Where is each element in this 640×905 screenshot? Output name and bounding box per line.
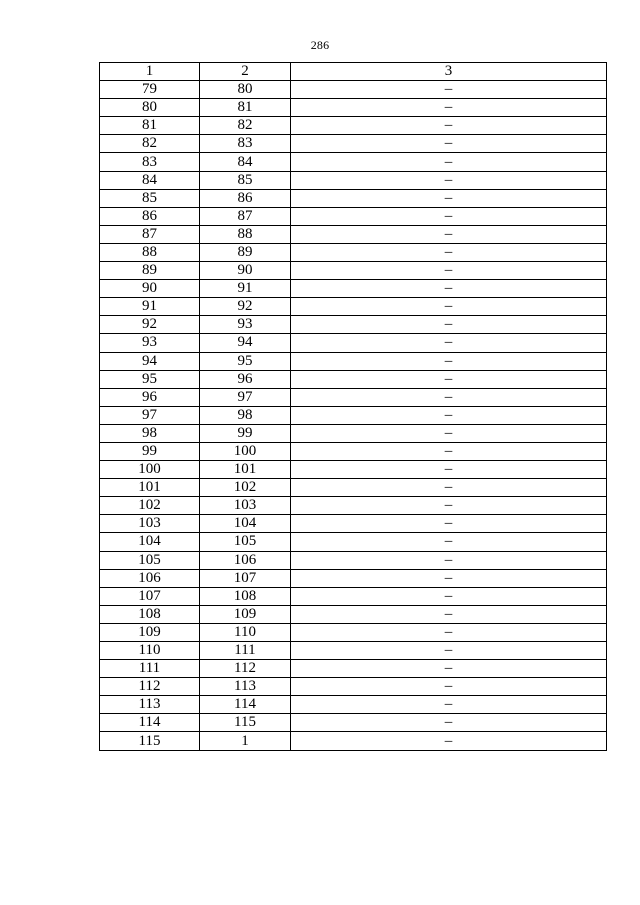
table-cell-col-3: –: [291, 406, 607, 424]
table-cell-col-1: 85: [100, 189, 200, 207]
table-row: [100, 714, 607, 732]
table-cell-col-2: 81: [200, 99, 291, 117]
table-cell-col-1: 110: [100, 642, 200, 660]
column-header-2: 2: [200, 63, 291, 81]
table-cell-col-2: 92: [200, 298, 291, 316]
table-cell-col-2: 111: [200, 642, 291, 660]
table-row: [100, 316, 607, 334]
table-cell-col-3: –: [291, 605, 607, 623]
table-cell-col-1: 104: [100, 533, 200, 551]
table-row: [100, 442, 607, 460]
table-cell-col-1: 86: [100, 207, 200, 225]
table-cell-col-2: 83: [200, 135, 291, 153]
table-row: [100, 81, 607, 99]
table-cell-col-3: –: [291, 714, 607, 732]
table-cell-col-1: 83: [100, 153, 200, 171]
table-row: [100, 461, 607, 479]
table-cell-col-3: –: [291, 225, 607, 243]
table-cell-col-1: 113: [100, 696, 200, 714]
table-cell-col-3: –: [291, 243, 607, 261]
page-number: 286: [310, 38, 330, 52]
table-body: [100, 81, 607, 750]
table-cell-col-1: 96: [100, 388, 200, 406]
table-cell-col-1: 105: [100, 551, 200, 569]
table-cell-col-3: –: [291, 696, 607, 714]
table-cell-col-2: 91: [200, 280, 291, 298]
table-cell-col-3: –: [291, 461, 607, 479]
table-row: [100, 497, 607, 515]
table-cell-col-2: 84: [200, 153, 291, 171]
table-row: [100, 569, 607, 587]
table-row: [100, 280, 607, 298]
table-cell-col-1: 101: [100, 479, 200, 497]
table-cell-col-3: –: [291, 99, 607, 117]
table-cell-col-1: 88: [100, 243, 200, 261]
table-row: [100, 515, 607, 533]
table-header: [100, 63, 607, 81]
table-cell-col-3: –: [291, 515, 607, 533]
table-cell-col-3: –: [291, 334, 607, 352]
table-row: [100, 587, 607, 605]
column-header-3: 3: [291, 63, 607, 81]
table-cell-col-3: –: [291, 370, 607, 388]
table-cell-col-2: 107: [200, 569, 291, 587]
table-cell-col-1: 115: [100, 732, 200, 750]
table-row: [100, 732, 607, 750]
table-row: [100, 189, 607, 207]
table-row: [100, 117, 607, 135]
table-cell-col-1: 112: [100, 678, 200, 696]
table-cell-col-1: 94: [100, 352, 200, 370]
table-cell-col-3: –: [291, 171, 607, 189]
table-row: [100, 262, 607, 280]
table-cell-col-2: 85: [200, 171, 291, 189]
table-cell-col-1: 95: [100, 370, 200, 388]
table-cell-col-2: 96: [200, 370, 291, 388]
table-cell-col-1: 93: [100, 334, 200, 352]
table-cell-col-3: –: [291, 732, 607, 750]
table-cell-col-2: 82: [200, 117, 291, 135]
table-cell-col-1: 79: [100, 81, 200, 99]
table-cell-col-2: 87: [200, 207, 291, 225]
table-cell-col-1: 90: [100, 280, 200, 298]
table-row: [100, 298, 607, 316]
table-cell-col-1: 80: [100, 99, 200, 117]
table-cell-col-2: 95: [200, 352, 291, 370]
table-cell-col-1: 81: [100, 117, 200, 135]
table-cell-col-3: –: [291, 81, 607, 99]
table-row: [100, 605, 607, 623]
table-cell-col-1: 89: [100, 262, 200, 280]
table-row: [100, 678, 607, 696]
table-cell-col-3: –: [291, 207, 607, 225]
table-cell-col-3: –: [291, 642, 607, 660]
table-cell-col-3: –: [291, 551, 607, 569]
table-cell-col-3: –: [291, 497, 607, 515]
table-cell-col-1: 106: [100, 569, 200, 587]
table-cell-col-2: 109: [200, 605, 291, 623]
table-cell-col-2: 105: [200, 533, 291, 551]
table-cell-col-1: 107: [100, 587, 200, 605]
table-cell-col-3: –: [291, 117, 607, 135]
table-row: [100, 334, 607, 352]
table-row: [100, 642, 607, 660]
table-cell-col-1: 100: [100, 461, 200, 479]
table-row: [100, 533, 607, 551]
table-cell-col-2: 114: [200, 696, 291, 714]
table-row: [100, 551, 607, 569]
table-cell-col-1: 114: [100, 714, 200, 732]
table-row: [100, 153, 607, 171]
table-row: [100, 370, 607, 388]
table-cell-col-1: 109: [100, 623, 200, 641]
table-row: [100, 171, 607, 189]
table-cell-col-3: –: [291, 135, 607, 153]
table-cell-col-3: –: [291, 479, 607, 497]
table-cell-col-1: 92: [100, 316, 200, 334]
table-cell-col-2: 90: [200, 262, 291, 280]
table-cell-col-2: 108: [200, 587, 291, 605]
table-cell-col-3: –: [291, 660, 607, 678]
table-cell-col-2: 1: [200, 732, 291, 750]
table-cell-col-1: 82: [100, 135, 200, 153]
table-cell-col-1: 108: [100, 605, 200, 623]
table-row: [100, 406, 607, 424]
table-cell-col-3: –: [291, 189, 607, 207]
table-cell-col-1: 111: [100, 660, 200, 678]
table-cell-col-2: 113: [200, 678, 291, 696]
table-row: [100, 660, 607, 678]
table-cell-col-1: 103: [100, 515, 200, 533]
table-cell-col-3: –: [291, 442, 607, 460]
table-cell-col-3: –: [291, 678, 607, 696]
table-row: [100, 225, 607, 243]
data-table: [99, 62, 607, 751]
table-cell-col-2: 88: [200, 225, 291, 243]
table-cell-col-2: 97: [200, 388, 291, 406]
table-cell-col-2: 112: [200, 660, 291, 678]
table-cell-col-1: 99: [100, 442, 200, 460]
table-cell-col-2: 93: [200, 316, 291, 334]
table-cell-col-2: 100: [200, 442, 291, 460]
table-cell-col-3: –: [291, 262, 607, 280]
table-cell-col-3: –: [291, 569, 607, 587]
table-row: [100, 479, 607, 497]
table-cell-col-3: –: [291, 153, 607, 171]
table-row: [100, 135, 607, 153]
table-cell-col-2: 98: [200, 406, 291, 424]
table-cell-col-3: –: [291, 388, 607, 406]
table-cell-col-2: 102: [200, 479, 291, 497]
table-cell-col-3: –: [291, 424, 607, 442]
table-row: [100, 352, 607, 370]
table-cell-col-2: 104: [200, 515, 291, 533]
table-row: [100, 424, 607, 442]
table-cell-col-3: –: [291, 587, 607, 605]
table-cell-col-2: 89: [200, 243, 291, 261]
table-cell-col-2: 106: [200, 551, 291, 569]
table-cell-col-3: –: [291, 533, 607, 551]
table-cell-col-2: 103: [200, 497, 291, 515]
table-cell-col-3: –: [291, 316, 607, 334]
table-row: [100, 623, 607, 641]
table-cell-col-2: 110: [200, 623, 291, 641]
table-cell-col-3: –: [291, 280, 607, 298]
table-row: [100, 99, 607, 117]
table-cell-col-2: 80: [200, 81, 291, 99]
column-header-1: 1: [100, 63, 200, 81]
table-cell-col-2: 115: [200, 714, 291, 732]
table-cell-col-2: 94: [200, 334, 291, 352]
table-row: [100, 388, 607, 406]
table-cell-col-2: 86: [200, 189, 291, 207]
table-row: [100, 243, 607, 261]
table-row: [100, 696, 607, 714]
table-cell-col-2: 101: [200, 461, 291, 479]
header-row: [100, 63, 607, 81]
table-cell-col-3: –: [291, 352, 607, 370]
table-cell-col-3: –: [291, 623, 607, 641]
table-cell-col-1: 91: [100, 298, 200, 316]
table-cell-col-3: –: [291, 298, 607, 316]
table-cell-col-1: 97: [100, 406, 200, 424]
table-cell-col-1: 84: [100, 171, 200, 189]
table-row: [100, 207, 607, 225]
table-cell-col-1: 87: [100, 225, 200, 243]
table-cell-col-1: 98: [100, 424, 200, 442]
table-cell-col-2: 99: [200, 424, 291, 442]
table-cell-col-1: 102: [100, 497, 200, 515]
